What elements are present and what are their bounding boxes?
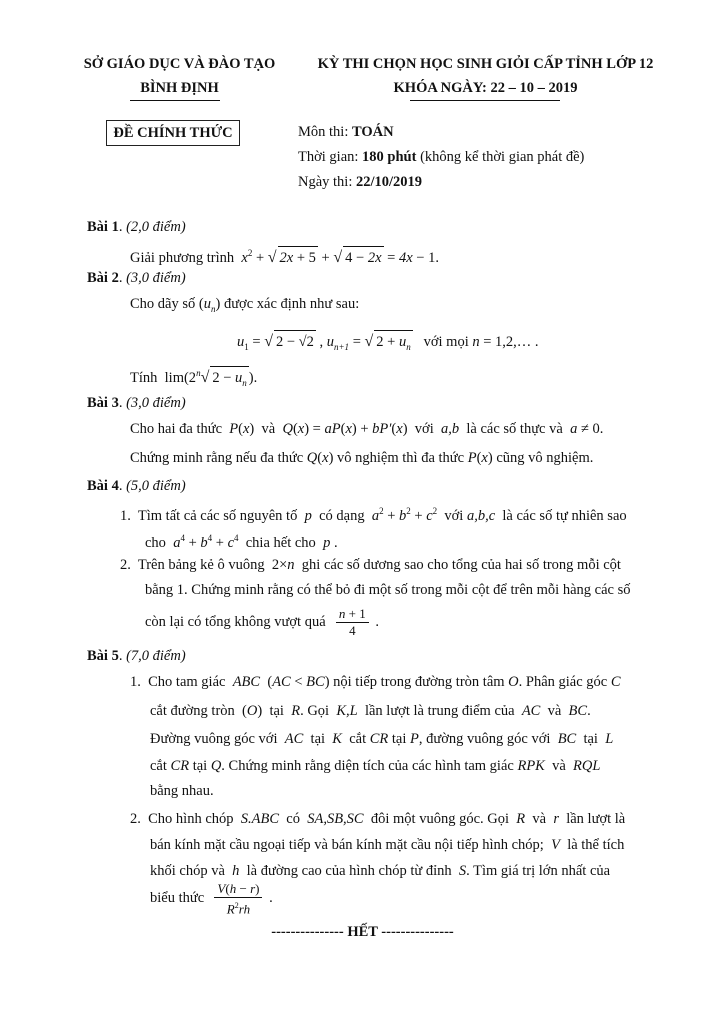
problem-4-item-2: 2. Trên bảng kẻ ô vuông 2×n ghi các số dương sao cho tổng của hai số trong mỗi cột [120, 557, 621, 573]
end-marker: --------------- HẾT --------------- [271, 924, 454, 940]
official-badge: ĐỀ CHÍNH THỨC [106, 120, 240, 146]
subject-line: Môn thi: TOÁN [298, 124, 394, 140]
divider [410, 100, 560, 101]
problem-2-formula: $u_1$ = √ 2 − √2 , $u_{n+1}$ = √ $2 + u_n$ với mọi n = 1,2,… . [237, 330, 539, 358]
problem-5-item-1: 1. Cho tam giác ABC (AC < BC) nội tiếp trong đường tròn tâm O. Phân giác góc C [130, 674, 621, 690]
problem-4-item-1: 1. Tìm tất cả các số nguyên tố p có dạng $a^2 + b^2 + c^2$ với a,b,c là các số tự nhiên sao [120, 506, 627, 524]
problem-5-item-1-l2: cắt đường tròn (O) tại R. Gọi K,L lần lượt là trung điểm của AC và BC. [150, 703, 591, 719]
time-line: Thời gian: 180 phút (không kể thời gian phát đề) [298, 149, 585, 165]
problem-2-text1: Cho dãy số $(u_n)$ được xác định như sau: [130, 296, 360, 314]
problem-2-title: Bài 2. (3,0 điểm) [87, 270, 186, 286]
problem-1-title: Bài 1. (2,0 điểm) [87, 219, 186, 235]
problem-5-title: Bài 5. (7,0 điểm) [87, 648, 186, 664]
problem-3-text1: Cho hai đa thức P(x) và Q(x) = aP(x) + bP′(x) với a,b là các số thực và a ≠ 0. [130, 421, 604, 437]
problem-1-text: Giải phương trình $x^2$ + √ 2x + 5 + √ 4 − 2x = 4x − 1. [130, 242, 439, 269]
problem-2-text2: Tính lim(2$^n$√ $2 - u_n$ ). [130, 362, 257, 394]
problem-4-item-2-end: còn lại có tổng không vượt quá $\frac{n + 1}{4}$ . [145, 606, 379, 638]
exam-title: KỲ THI CHỌN HỌC SINH GIỎI CẤP TỈNH LỚP 12 [317, 56, 654, 72]
problem-5-item-2-l3: khối chóp và h là đường cao của hình chóp từ đỉnh S. Tìm giá trị lớn nhất của [150, 863, 611, 879]
problem-5-item-2-l2: bán kính mặt cầu ngoại tiếp và bán kính mặt cầu nội tiếp hình chóp; V là thể tích [150, 837, 625, 853]
problem-5-item-2: 2. Cho hình chóp S.ABC có SA,SB,SC đôi một vuông góc. Gọi R và r lần lượt là [130, 811, 626, 827]
problem-5-item-1-l4: cắt CR tại Q. Chứng minh rằng diện tích của các hình tam giác RPK và RQL [150, 758, 601, 774]
problem-4-item-2-cont: bằng 1. Chứng minh rằng có thể bỏ đi một số trong mỗi cột để trên mỗi hàng các số [145, 582, 631, 598]
problem-5-item-1-l5: bằng nhau. [150, 783, 214, 799]
header-left [52, 52, 307, 100]
problem-4-title: Bài 4. (5,0 điểm) [87, 478, 186, 494]
problem-4-item-1-cont: cho $a^4 + b^4 + c^4$ chia hết cho p . [145, 533, 338, 551]
problem-5-item-1-l3: Đường vuông góc với AC tại K cắt CR tại P, đường vuông góc với BC tại L [150, 731, 614, 747]
province-name: BÌNH ĐỊNH [140, 80, 219, 96]
problem-3-title: Bài 3. (3,0 điểm) [87, 395, 186, 411]
problem-5-item-2-l4: biểu thức $\frac{V(h - r)}{R^2rh}$ . [150, 880, 273, 916]
department-name: SỞ GIÁO DỤC VÀ ĐÀO TẠO [83, 56, 276, 72]
problem-3-text2: Chứng minh rằng nếu đa thức Q(x) vô nghiệm thì đa thức P(x) cũng vô nghiệm. [130, 450, 594, 466]
date-line: Ngày thi: 22/10/2019 [298, 174, 423, 190]
header-right [298, 52, 673, 100]
divider [130, 100, 220, 101]
exam-date-line: KHÓA NGÀY: 22 – 10 – 2019 [393, 80, 578, 96]
